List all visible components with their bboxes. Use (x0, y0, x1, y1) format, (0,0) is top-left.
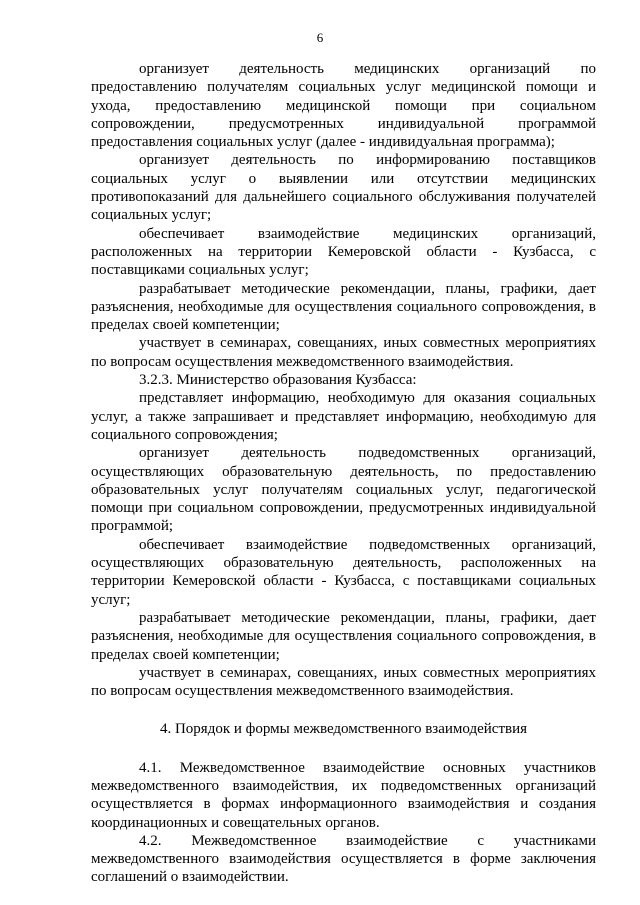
paragraph: 4.2. Межведомственное взаимодействие с участниками межведомственного взаимодействия осуществляется в форме заключения соглашений о взаимодействии. (91, 832, 596, 886)
paragraph: участвует в семинарах, совещаниях, иных совместных мероприятиях по вопросам осуществления межведомственного взаимодействия. (91, 664, 596, 700)
paragraph: обеспечивает взаимодействие подведомственных организаций, осуществляющих образовательную деятельность, расположенных на территории Кемеровской области - Кузбасса, с поставщиками социальных услуг; (91, 536, 596, 608)
document-body (91, 60, 596, 887)
paragraph: участвует в семинарах, совещаниях, иных совместных мероприятиях по вопросам осуществления межведомственного взаимодействия. (91, 335, 596, 370)
paragraph: 4.1. Межведомственное взаимодействие основных участников межведомственного взаимодействия, их подведомственных организаций осуществляется в формах информационного взаимодействия и создания координационных и совещательных органов. (91, 759, 596, 831)
paragraph: организует деятельность подведомственных организаций, осуществляющих образовательную деятельность, по предоставлению образовательных услуг получателям социальных услуг, педагогической помощи при социальном сопровождении, предусмотренных индивидуальной программой; (91, 445, 596, 535)
page-number: 6 (316, 30, 324, 45)
paragraph: организует деятельность медицинских организаций по предоставлению получателям социальных услуг медицинской помощи и ухода, предоставлению медицинской помощи при социальном сопровождении, предусмотренных индивидуальной программой предоставления социальных услуг (далее - индивидуальная программа); (91, 61, 596, 151)
paragraph: обеспечивает взаимодействие медицинских организаций, расположенных на территории Кемеровской области - Кузбасса, с поставщиками социальных услуг; (91, 225, 596, 279)
paragraph: организует деятельность по информированию поставщиков социальных услуг о выявлении или отсутствии медицинских противопоказаний для дальнейшего социального обслуживания получателей социальных услуг; (91, 152, 596, 224)
paragraph: разрабатывает методические рекомендации, планы, графики, дает разъяснения, необходимые для осуществления социального сопровождения, в пределах своей компетенции; (91, 280, 596, 334)
section-heading: 4. Порядок и формы межведомственного взаимодействия (159, 721, 528, 738)
subsection-title: 3.2.3. Министерство образования Кузбасса: (139, 372, 417, 389)
paragraph: разрабатывает методические рекомендации, планы, графики, дает разъяснения, необходимые для осуществления социального сопровождения, в пределах своей компетенции; (91, 609, 596, 663)
paragraph: представляет информацию, необходимую для оказания социальных услуг, а также запрашивает и представляет информацию, необходимую для социального сопровождения; (91, 390, 596, 443)
